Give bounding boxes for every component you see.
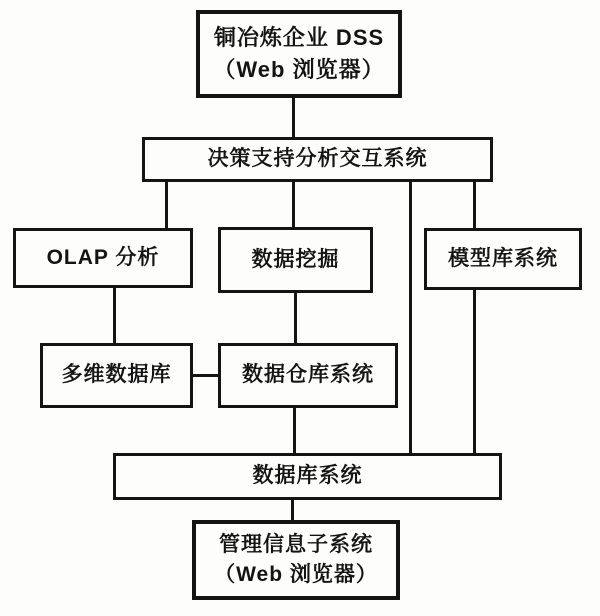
node-interactive-system-label: 决策支持分析交互系统 bbox=[207, 147, 428, 171]
node-database-system-label: 数据库系统 bbox=[252, 464, 363, 488]
node-mis-subsystem bbox=[192, 520, 400, 600]
node-mis-subsystem-label-line1: 管理信息子系统 bbox=[219, 532, 373, 556]
node-dss-top-label-line1: 铜冶炼企业 DSS bbox=[213, 25, 385, 51]
node-mis-subsystem-label-line2: （Web 浏览器） bbox=[214, 563, 378, 586]
connector-mining-to-warehouse bbox=[294, 293, 297, 343]
connector-database-to-mis bbox=[291, 500, 294, 520]
node-interactive-system bbox=[142, 137, 493, 182]
node-model-library bbox=[424, 228, 582, 290]
node-model-library-label: 模型库系统 bbox=[448, 246, 558, 270]
connector-dss-to-interactive bbox=[292, 98, 295, 137]
connector-model-to-database bbox=[473, 290, 476, 453]
node-multidim-database bbox=[40, 343, 193, 408]
node-data-mining-label: 数据挖掘 bbox=[251, 247, 340, 271]
connector-interactive-to-database bbox=[409, 182, 412, 453]
node-olap-analysis-label: OLAP 分析 bbox=[46, 245, 160, 269]
node-data-warehouse bbox=[218, 343, 398, 408]
node-data-mining bbox=[218, 227, 373, 293]
connector-multidim-to-warehouse bbox=[193, 374, 218, 377]
node-database-system bbox=[113, 453, 502, 500]
connector-interactive-to-model bbox=[473, 182, 476, 228]
node-data-warehouse-label: 数据仓库系统 bbox=[242, 363, 374, 387]
connector-interactive-to-mining bbox=[292, 182, 295, 227]
connector-warehouse-to-database bbox=[293, 408, 296, 453]
node-multidim-database-label: 多维数据库 bbox=[61, 363, 172, 387]
node-dss-top bbox=[196, 10, 402, 98]
node-olap-analysis bbox=[13, 228, 193, 288]
connector-interactive-to-olap bbox=[165, 182, 168, 228]
node-dss-top-label-line2: （Web 浏览器） bbox=[213, 57, 385, 82]
connector-olap-to-multidim bbox=[113, 288, 116, 343]
